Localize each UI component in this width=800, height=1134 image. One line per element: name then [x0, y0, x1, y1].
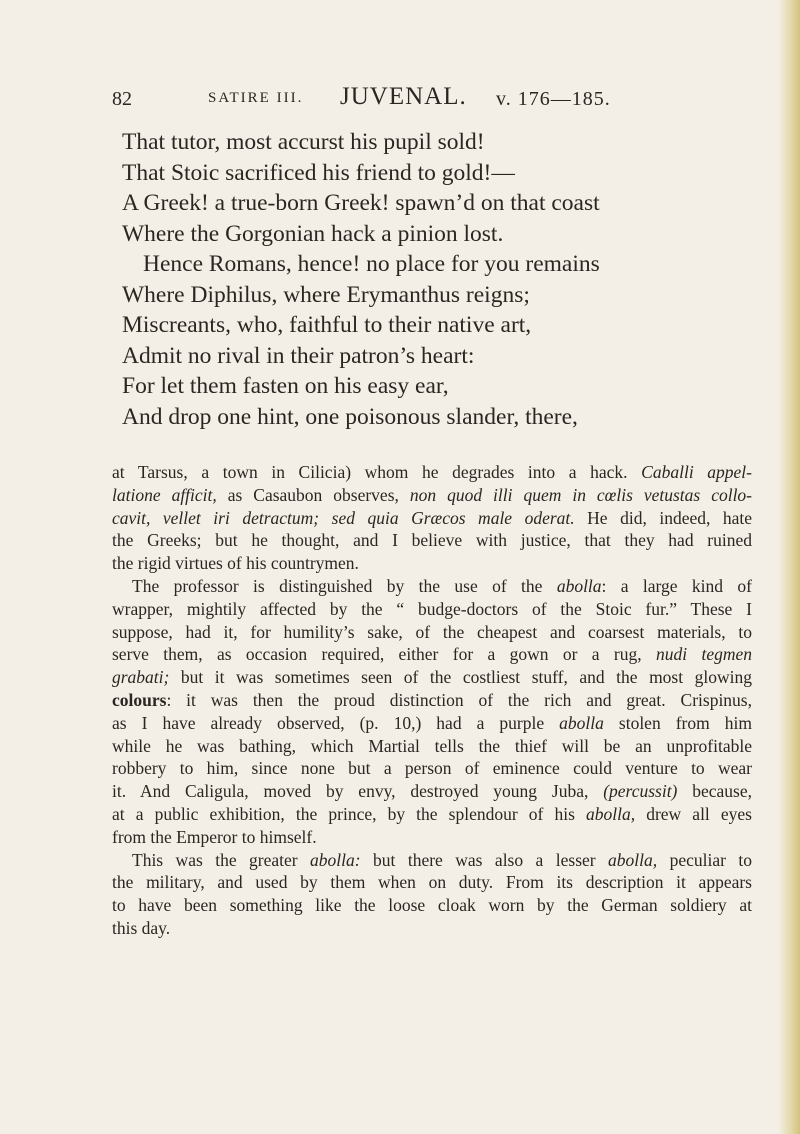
verse-line: A Greek! a true-born Greek! spawn’d on that coast — [122, 190, 600, 216]
note-line: while he was bathing, which Martial tells the thief will be an unprofitable — [112, 735, 752, 756]
note-line: this day. — [112, 917, 171, 938]
note-line: suppose, had it, for humility’s sake, of the cheapest and coarsest materials, to — [112, 621, 752, 642]
running-title: SATIRE III. — [208, 90, 304, 106]
verse-line: And drop one hint, one poisonous slander, there, — [122, 403, 578, 430]
verse-line: Admit no rival in their patron’s heart: — [122, 342, 475, 369]
verse-line: Where Diphilus, where Erymanthus reigns; — [122, 281, 530, 308]
note-line: the military, and used by them when on duty. From its description it appears — [112, 872, 752, 893]
footnotes — [112, 461, 752, 940]
note-line: colours: it was then the proud distinction of the rich and great. Crispinus, — [112, 689, 752, 710]
note-line: cavit, vellet iri detractum; sed quia Græcos male oderat. He did, indeed, hate — [112, 507, 753, 528]
note-line: as I have already observed, (p. 10,) had a purple abolla stolen from him — [112, 712, 752, 733]
page-edge-stain — [778, 0, 800, 1134]
verse-line: For let them fasten on his easy ear, — [122, 373, 449, 399]
note-line: grabati; but it was sometimes seen of the costliest stuff, and the most glowing — [112, 667, 752, 688]
verse-line: Miscreants, who, faithful to their native art, — [122, 312, 532, 338]
note-line: latione afficit, as Casaubon observes, non quod illi quem in cœlis vetustas collo- — [112, 484, 753, 505]
note-line: from the Emperor to himself. — [112, 826, 317, 847]
note-line: serve them, as occasion required, either for a gown or a rug, nudi tegmen — [112, 644, 752, 665]
note-line: the Greeks; but he thought, and I believe with justice, that they had ruined — [112, 530, 752, 551]
note-line: it. And Caligula, moved by envy, destroyed young Juba, (percussit) because, — [112, 781, 752, 802]
verse-block — [122, 127, 722, 432]
note-line: The professor is distinguished by the use of the abolla: a large kind of — [132, 575, 752, 596]
running-header — [112, 82, 732, 122]
note-line: at Tarsus, a town in Cilicia) whom he degrades into a hack. Caballi appel- — [112, 462, 752, 482]
note-line: to have been something like the loose cloak worn by the German soldiery at — [112, 895, 752, 916]
page-number: 82 — [112, 88, 132, 110]
note-line: wrapper, mightily affected by the “ budge-doctors of the Stoic fur.” These I — [112, 598, 752, 619]
note-line: the rigid virtues of his countrymen. — [112, 553, 359, 574]
note-line: This was the greater abolla: but there was also a lesser abolla, peculiar to — [132, 849, 753, 870]
note-line: at a public exhibition, the prince, by the splendour of his abolla, drew all eyes — [112, 803, 752, 824]
verse-line: Where the Gorgonian hack a pinion lost. — [122, 220, 504, 247]
verse-line: That Stoic sacrificed his friend to gold!— — [122, 159, 515, 186]
author-name: JUVENAL. — [340, 83, 467, 110]
verse-range: v. 176—185. — [496, 88, 611, 110]
verse-line: Hence Romans, hence! no place for you remains — [143, 251, 600, 277]
note-line: robbery to him, since none but a person of eminence could venture to wear — [112, 758, 752, 779]
verse-line: That tutor, most accurst his pupil sold! — [122, 129, 485, 155]
